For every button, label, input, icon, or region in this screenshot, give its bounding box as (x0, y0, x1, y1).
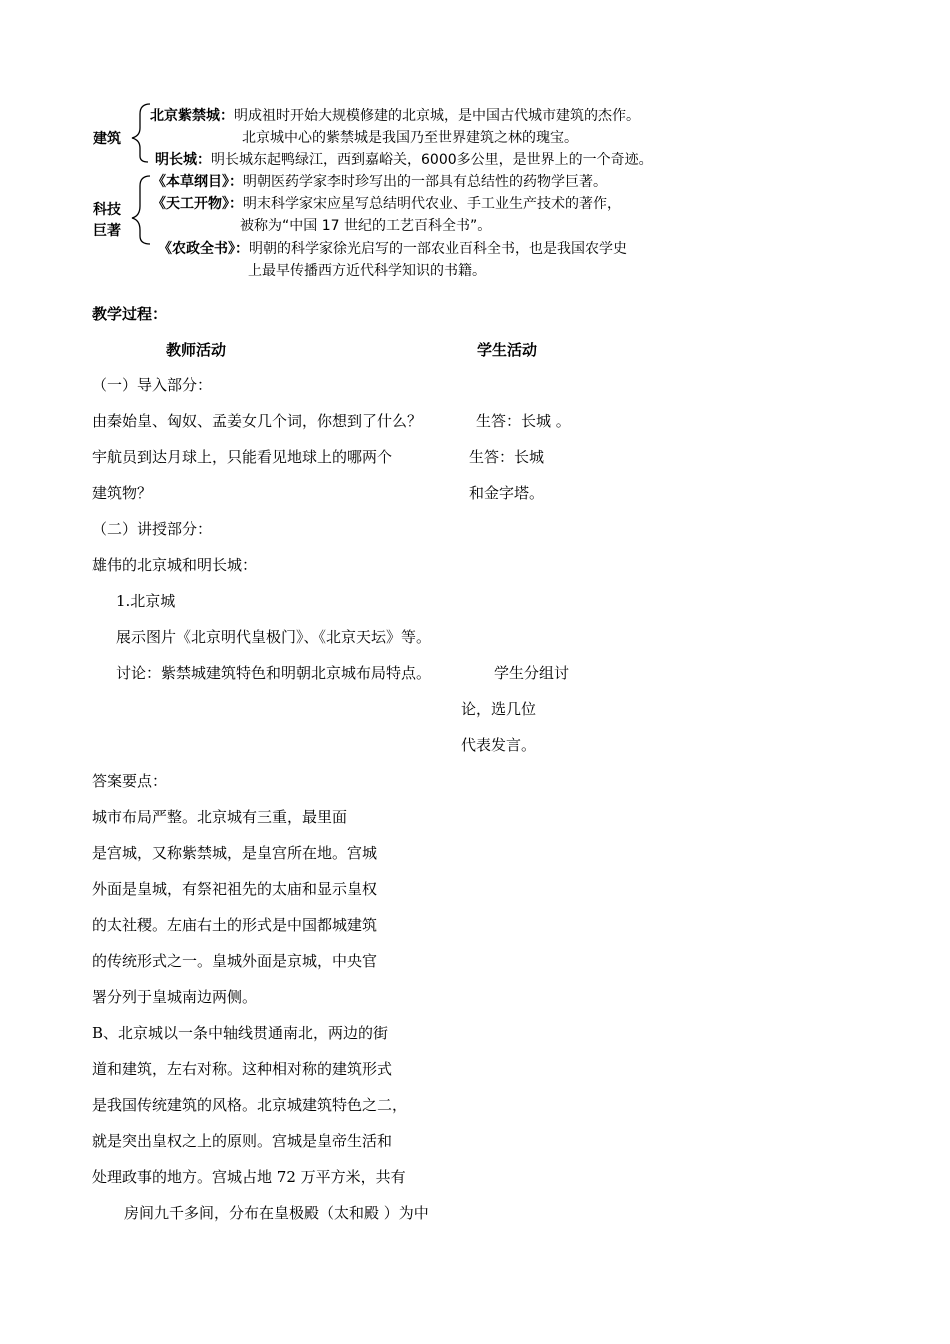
bencao-desc: 明朝医药学家李时珍写出的一部具有总结性的药物学巨著。 (243, 174, 607, 190)
student-line: 和金字塔。 (469, 484, 545, 502)
tiangong-term: 《天工开物》： (152, 196, 243, 212)
answer-line: 道和建筑，左右对称。这种相对称的建筑形式 (92, 1060, 393, 1078)
student-line: 代表发言。 (461, 736, 537, 754)
topic-heading: 雄伟的北京城和明长城： (92, 556, 258, 574)
bencao-term: 《本草纲目》： (152, 174, 243, 190)
answer-heading: 答案要点： (92, 772, 168, 790)
answer-line: 房间九千多间，分布在皇极殿（太和殿 ）为中 (124, 1204, 429, 1222)
science-category-1: 科技 (93, 202, 121, 218)
answer-line: 城市布局严整。北京城有三重，最里面 (92, 808, 348, 826)
answer-line: B、北京城以一条中轴线贯通南北，两边的街 (92, 1024, 389, 1042)
beijing-desc-1: 明成祖时开始大规模修建的北京城，是中国古代城市建筑的杰作。 (234, 108, 640, 124)
process-heading: 教学过程： (92, 305, 168, 323)
tiangong-desc-2: 被称为“中国 17 世纪的工艺百科全书”。 (240, 218, 492, 234)
science-category-2: 巨著 (93, 223, 121, 239)
answer-line: 处理政事的地方。宫城占地 72 万平方米，共有 (92, 1168, 406, 1186)
student-line: 生答：长城 (469, 448, 545, 466)
student-line: 生答：长城 。 (476, 412, 571, 430)
architecture-brace (132, 104, 150, 162)
student-line: 论，选几位 (461, 700, 537, 718)
answer-line: 是我国传统建筑的风格。北京城建筑特色之二， (92, 1096, 408, 1114)
answer-line: 署分列于皇城南边两侧。 (92, 988, 258, 1006)
nongzheng-term: 《农政全书》： (158, 241, 249, 257)
answer-line: 是宫城，又称紫禁城，是皇宫所在地。宫城 (92, 844, 378, 862)
teacher-line: 展示图片《北京明代皇极门》、《北京天坛》等。 (116, 628, 432, 646)
answer-line: 的传统形式之一。皇城外面是京城，中央官 (92, 952, 378, 970)
section-lecture: （二）讲授部分： (92, 520, 213, 538)
answer-line: 的太社稷。左庙右土的形式是中国都城建筑 (92, 916, 378, 934)
greatwall-desc: 明长城东起鸭绿江，西到嘉峪关，6000多公里，是世界上的一个奇迹。 (211, 152, 653, 168)
bencao-entry (152, 171, 607, 191)
tiangong-entry (152, 193, 621, 213)
teacher-line: 由秦始皇、匈奴、孟姜女几个词，你想到了什么？ (92, 412, 423, 430)
science-brace (132, 176, 150, 244)
answer-line: 外面是皇城，有祭祀祖先的太庙和显示皇权 (92, 880, 378, 898)
beijing-term: 北京紫禁城： (150, 108, 234, 124)
nongzheng-entry (158, 238, 627, 258)
teacher-line: 宇航员到达月球上，只能看见地球上的哪两个 (92, 448, 393, 466)
greatwall-term: 明长城： (155, 152, 211, 168)
tiangong-desc-1: 明末科学家宋应星写总结明代农业、手工业生产技术的著作， (243, 196, 621, 212)
nongzheng-desc-2: 上最早传播西方近代科学知识的书籍。 (248, 263, 486, 279)
student-activity-header: 学生活动 (477, 341, 538, 359)
architecture-category: 建筑 (93, 131, 121, 147)
section-intro: （一）导入部分： (92, 376, 213, 394)
teacher-line: 建筑物？ (92, 484, 153, 502)
nongzheng-desc-1: 明朝的科学家徐光启写的一部农业百科全书，也是我国农学史 (249, 241, 627, 257)
beijing-entry (150, 105, 640, 125)
subtopic-beijing: 1.北京城 (116, 592, 176, 610)
teacher-line: 讨论：紫禁城建筑特色和明朝北京城布局特点。 (116, 664, 432, 682)
beijing-desc-2: 北京城中心的紫禁城是我国乃至世界建筑之林的瑰宝。 (242, 130, 578, 146)
greatwall-entry (155, 149, 653, 169)
teacher-activity-header: 教师活动 (166, 341, 227, 359)
answer-line: 就是突出皇权之上的原则。宫城是皇帝生活和 (92, 1132, 393, 1150)
student-line: 学生分组讨 (494, 664, 570, 682)
